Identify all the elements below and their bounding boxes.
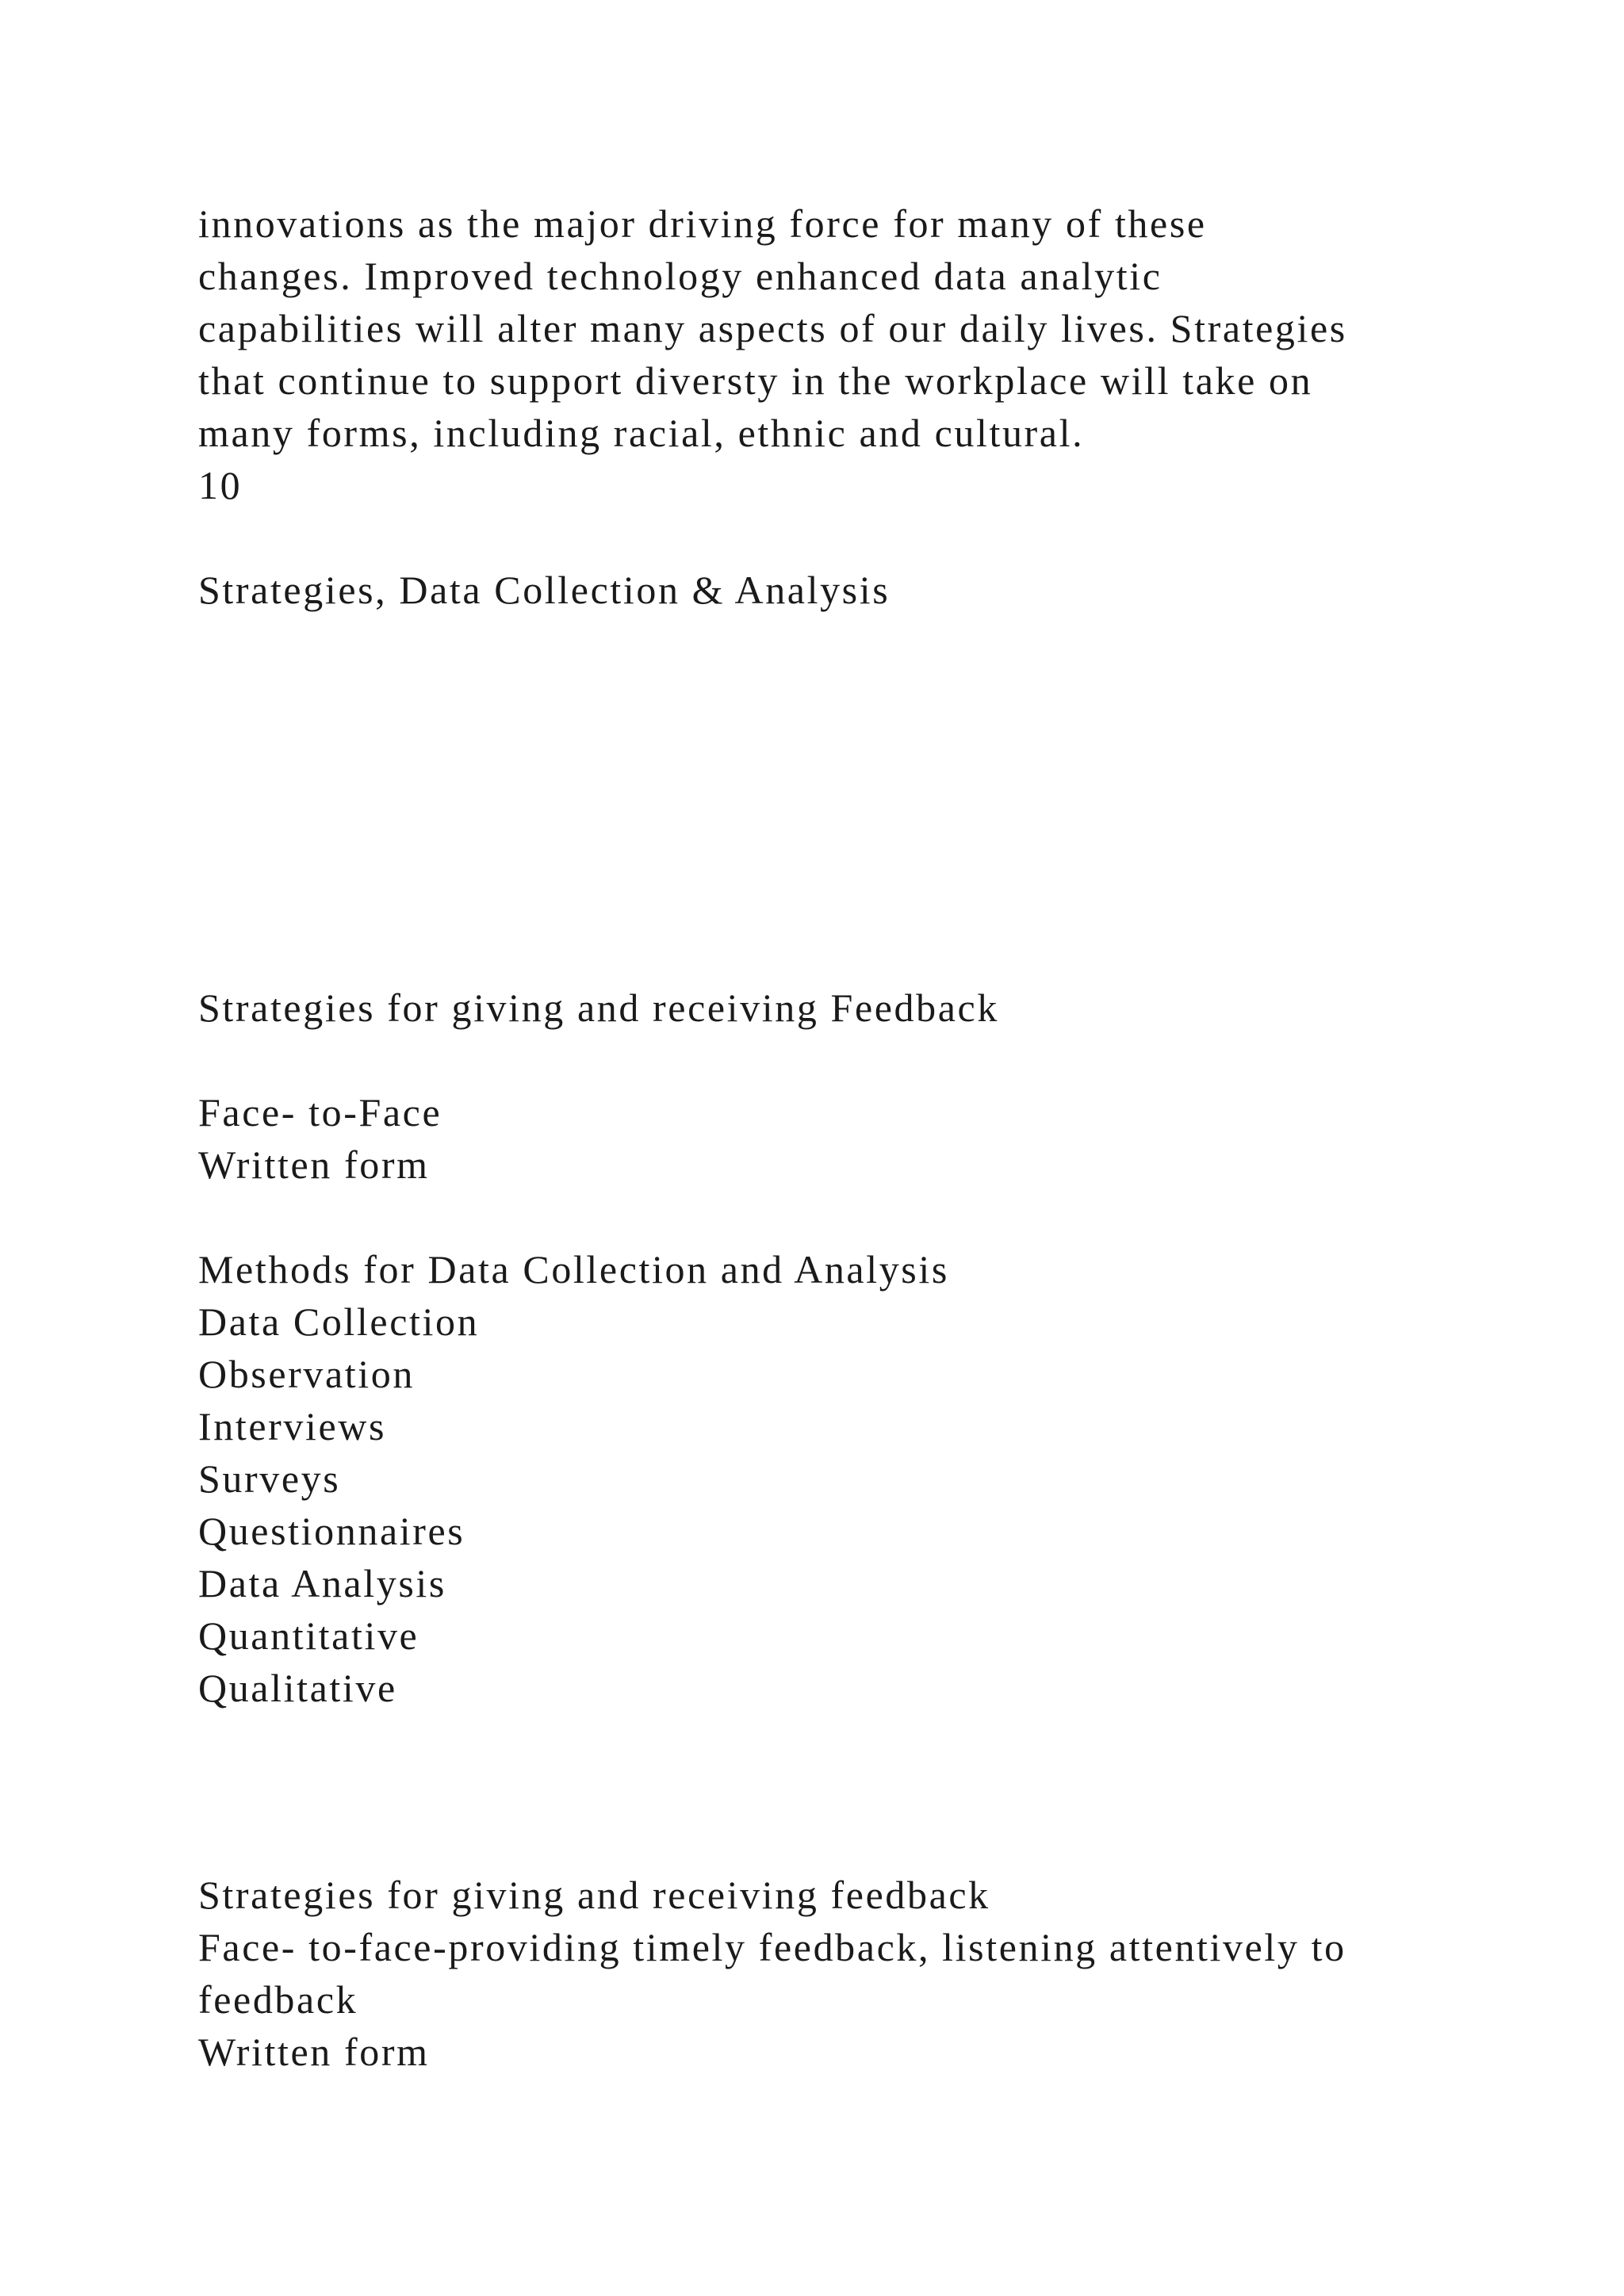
intro-line: that continue to support diversty in the workplace will take on [198,358,1313,403]
feedback-list [198,1086,1546,1191]
feedback-detail-line: Written form [198,2030,430,2074]
intro-line: many forms, including racial, ethnic and cultural. [198,411,1085,455]
list-item: Observation [198,1352,415,1396]
feedback-heading [198,982,1546,1034]
section-title [198,564,1546,616]
list-item: Face- to-Face [198,1090,442,1135]
section-title-text: Strategies, Data Collection & Analysis [198,568,891,612]
methods-section [198,1243,1546,1714]
feedback-detail-heading: Strategies for giving and receiving feedback [198,1873,990,1917]
slide-number-text: 10 [198,463,243,507]
feedback-detail-section [198,1869,1546,2078]
intro-paragraph [198,197,1546,459]
list-item: Interviews [198,1404,387,1448]
intro-line: innovations as the major driving force for many of these [198,201,1207,246]
list-item: Data Collection [198,1299,480,1344]
feedback-detail-line: feedback [198,1977,358,2022]
intro-line: changes. Improved technology enhanced data analytic [198,254,1162,298]
list-item: Questionnaires [198,1509,465,1553]
intro-line: capabilities will alter many aspects of our daily lives. Strategies [198,306,1347,350]
methods-heading: Methods for Data Collection and Analysis [198,1247,949,1292]
slide-number [198,459,1546,511]
feedback-heading-text: Strategies for giving and receiving Feedback [198,985,999,1030]
feedback-detail-line: Face- to-face-providing timely feedback, listening attentively to [198,1925,1346,1969]
list-item: Quantitative [198,1613,419,1658]
list-item: Data Analysis [198,1561,446,1605]
list-item: Surveys [198,1456,341,1501]
list-item: Qualitative [198,1666,397,1710]
list-item: Written form [198,1142,430,1187]
